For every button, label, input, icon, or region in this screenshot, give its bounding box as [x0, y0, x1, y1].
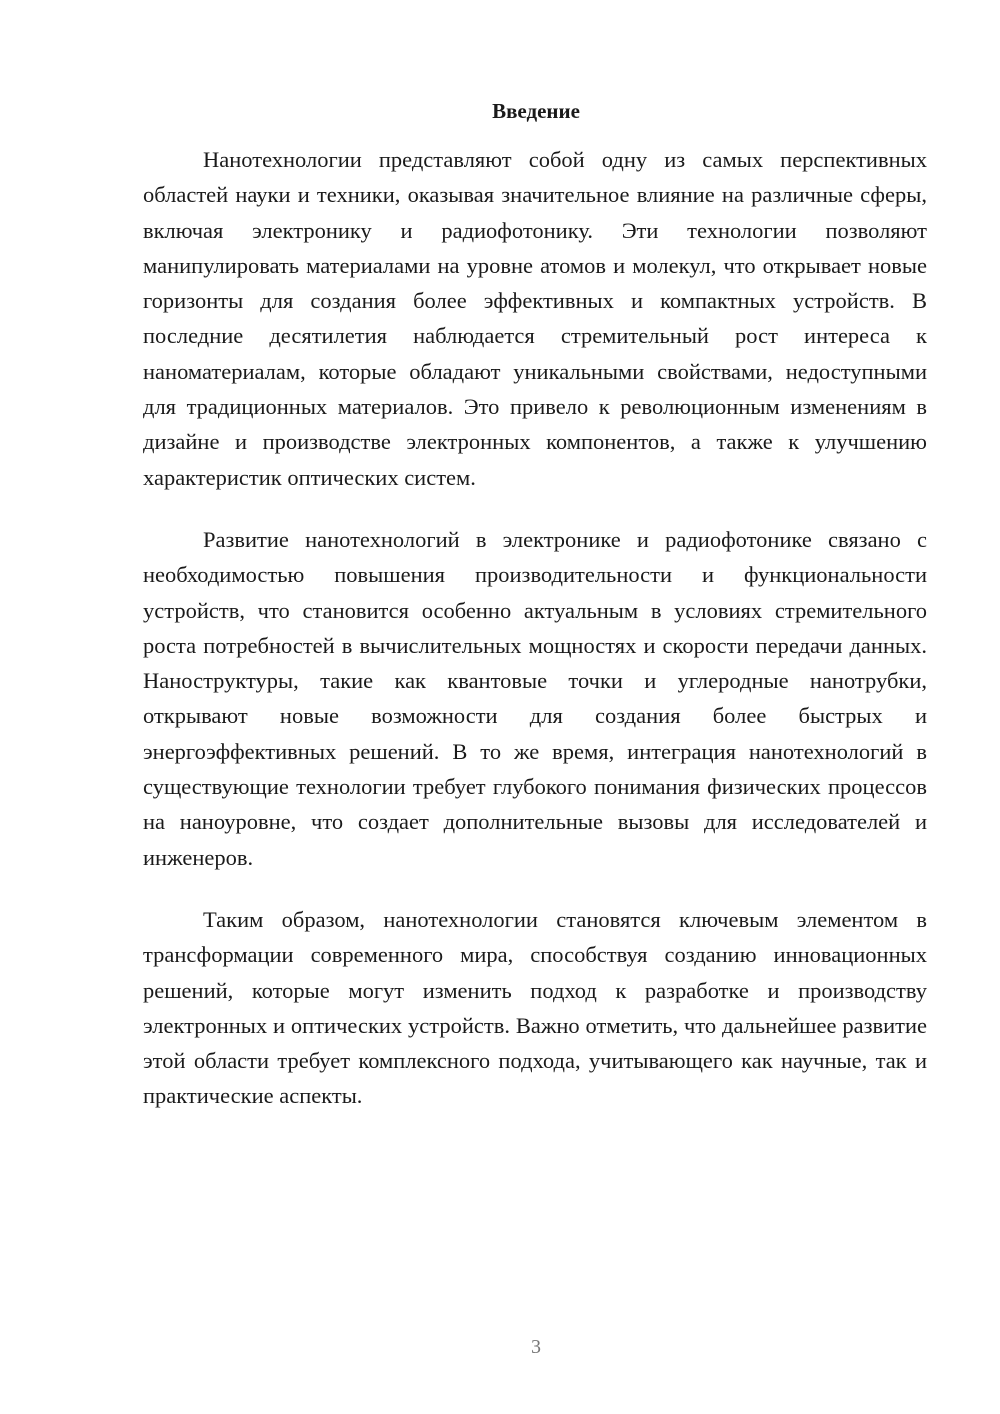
page-number: 3 — [531, 1336, 541, 1358]
paragraph-3: Таким образом, нанотехнологии становятся ключевым элементом в трансформации современного мира, способствуя созданию инновационных решений, которые могут изменить подход к разработке и производству электронных и оптических устройств. Важно отметить, что дальнейшее развитие этой области требует комплексного подхода, учитывающего как научные, так и практические аспекты. — [143, 906, 927, 1109]
document-body — [143, 142, 927, 1114]
paragraph-1: Нанотехнологии представляют собой одну из самых перспективных областей науки и техники, оказывая значительное влияние на различные сферы, включая электронику и радиофотонику. Эти технологии позволяют манипулировать материалами на уровне атомов и молекул, что открывает новые горизонты для создания более эффективных и компактных устройств. В последние десятилетия наблюдается стремительный рост интереса к наноматериалам, которые обладают уникальными свойствами, недоступными для традиционных материалов. Это привело к революционным изменениям в дизайне и производстве электронных компонентов, а также к улучшению характеристик оптических систем. — [143, 147, 927, 490]
paragraph-2: Развитие нанотехнологий в электронике и радиофотонике связано с необходимостью повышения производительности и функциональности устройств, что становится особенно актуальным в условиях стремительного роста потребностей в вычислительных мощностях и скорости передачи данных. Наноструктуры, такие как квантовые точки и углеродные нанотрубки, открывают новые возможности для создания более быстрых и энергоэффективных решений. В то же время, интеграция нанотехнологий в существующие технологии требует глубокого понимания физических процессов на наноуровне, что создает дополнительные вызовы для исследователей и инженеров. — [143, 526, 927, 870]
section-title: Введение — [492, 99, 580, 123]
